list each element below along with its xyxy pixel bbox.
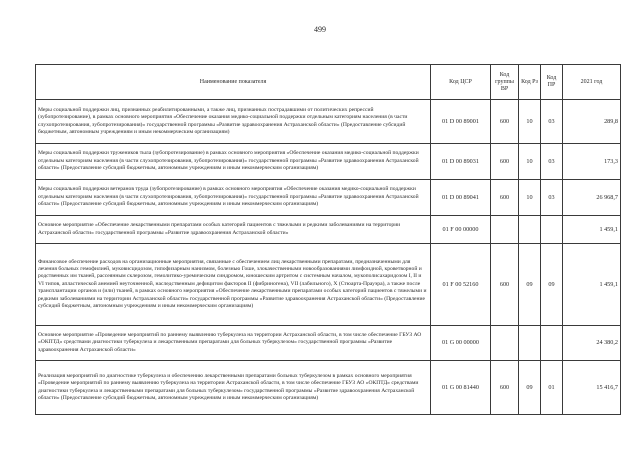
row-vr-code [491,326,519,361]
header-vr: Код группы ВР [491,65,519,100]
row-rz-code: 10 [519,180,541,216]
row-pr-code: 09 [541,244,563,326]
budget-table [35,64,621,415]
row-rz-code [519,326,541,361]
row-vr-code [491,216,519,244]
row-amount: 15 416,7 [563,361,621,415]
header-csr: Код ЦСР [431,65,491,100]
row-csr-code: 01 G 00 00000 [431,326,491,361]
row-csr-code: 01 F 00 52160 [431,244,491,326]
table-row [36,361,621,415]
row-csr-code: 01 F 00 00000 [431,216,491,244]
row-description: Реализация мероприятий по диагностике туберкулеза и обеспечению лекарственными препаратами больных туберкулезом в рамках основного мероприятия «Проведение мероприятий по раннему выявлению туберкулеза на территории Астраханской области, в том числе обеспечение ГБУЗ АО «ОКПТД» средствами диагностики туберкулеза и лекарственными препаратами для больных туберкулезом» государственной программы «Развитие здравоохранения Астраханской области» (Предоставление субсидий бюджетным, автономным учреждениям и иным некоммерческим организациям) [36,361,431,415]
row-pr-code: 01 [541,361,563,415]
row-rz-code [519,216,541,244]
row-amount: 26 968,7 [563,180,621,216]
row-vr-code: 600 [491,144,519,180]
row-pr-code: 03 [541,100,563,144]
row-description: Меры социальной поддержки тружеников тыла (зубопротезирование) в рамках основного мероприятия «Обеспечение оказания медико-социальной поддержки отдельным категориям населения (в части слухопротезирования, зубопротезирования)» государственной программы «Развитие здравоохранения Астраханской области» (Предоставление субсидий бюджетным, автономным учреждениям и иным некоммерческим организациям) [36,144,431,180]
row-rz-code: 09 [519,244,541,326]
row-description: Меры социальной поддержки лиц, признанных реабилитированными, а также лиц, признанных пострадавшими от политических репрессий (зубопротезирование), в рамках основного мероприятия «Обеспечение оказания медико-социальной поддержки отдельным категориям населения (в части слухопротезирования, зубопротезирования)» государственной программы «Развитие здравоохранения Астраханской области» (Предоставление субсидий бюджетным, автономным учреждениям и иным некоммерческим организациям) [36,100,431,144]
row-csr-code: 01 D 00 89031 [431,144,491,180]
header-year: 2021 год [563,65,621,100]
table-header-row [36,65,621,100]
table-row [36,144,621,180]
row-amount: 289,8 [563,100,621,144]
header-pr: Код ПР [541,65,563,100]
table-row [36,100,621,144]
row-description: Меры социальной поддержки ветеранов труда (зубопротезирование) в рамках основного мероприятия «Обеспечение оказания медико-социальной поддержки отдельным категориям населения (в части слухопротезирования, зубопротезирования)» государственной программы «Развитие здравоохранения Астраханской области» (Предоставление субсидий бюджетным, автономным учреждениям и иным некоммерческим организациям) [36,180,431,216]
table-row [36,244,621,326]
table-row [36,216,621,244]
row-vr-code: 600 [491,244,519,326]
row-pr-code [541,216,563,244]
row-csr-code: 01 G 00 81440 [431,361,491,415]
row-rz-code: 10 [519,144,541,180]
row-amount: 1 459,1 [563,216,621,244]
row-csr-code: 01 D 00 89041 [431,180,491,216]
row-csr-code: 01 D 00 89001 [431,100,491,144]
row-description: Финансовое обеспечение расходов на организационные мероприятия, связанные с обеспечением лиц лекарственными препаратами, предназначенными для лечения больных гемофилией, муковисцидозом, гипофизарным нанизмом, болезнью Гоше, злокачественными новообразованиями лимфоидной, кроветворной и родственных им тканей, рассеянным склерозом, гемолитико-уремическим синдромом, юношеским артритом с системным началом, мукополисахаридозом I, II и VI типов, апластической анемией неуточненной, наследственным дефицитом факторов II (фибриногена), VII (лабильного), X (Стюарта-Прауэра), а также после трансплантации органов и (или) тканей, в рамках основного мероприятия «Обеспечение лекарственными препаратами особых категорий пациентов с тяжелыми и редкими заболеваниями на территории Астраханской области» государственной программы «Развитие здравоохранения Астраханской области» (Предоставление субсидий бюджетным, автономным учреждениям и иным некоммерческим организациям) [36,244,431,326]
row-pr-code: 03 [541,144,563,180]
row-vr-code: 600 [491,180,519,216]
row-pr-code [541,326,563,361]
table-row [36,180,621,216]
header-name: Наименование показателя [36,65,431,100]
row-amount: 173,3 [563,144,621,180]
row-amount: 24 380,2 [563,326,621,361]
header-rz: Код Рз [519,65,541,100]
row-vr-code: 600 [491,100,519,144]
page-number: 499 [314,25,326,34]
row-rz-code: 10 [519,100,541,144]
row-description: Основное мероприятие «Проведение мероприятий по раннему выявлению туберкулеза на территории Астраханской области, в том числе обеспечение ГБУЗ АО «ОКПТД» средствами диагностики туберкулеза и лекарственными препаратами для больных туберкулезом» государственной программы «Развитие здравоохранения Астраханской области» [36,326,431,361]
row-vr-code: 600 [491,361,519,415]
row-amount: 1 459,1 [563,244,621,326]
row-description: Основное мероприятие «Обеспечение лекарственными препаратами особых категорий пациентов с тяжелыми и редкими заболеваниями на территории Астраханской области» государственной программы «Развитие здравоохранения Астраханской области» [36,216,431,244]
row-rz-code: 09 [519,361,541,415]
row-pr-code: 03 [541,180,563,216]
table-row [36,326,621,361]
